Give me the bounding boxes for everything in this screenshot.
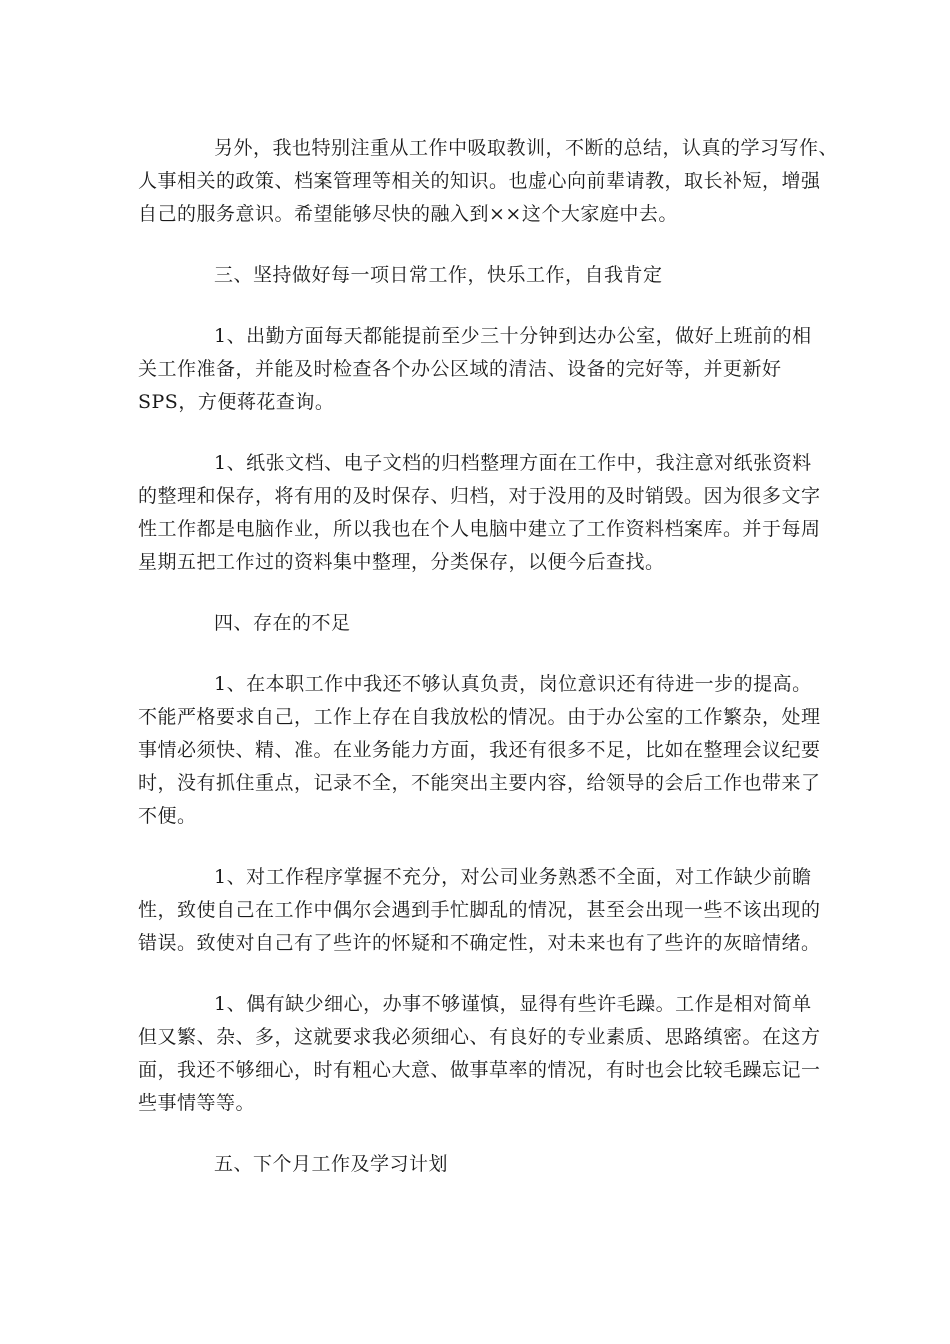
paragraph-archiving <box>138 447 821 579</box>
text-line: 错误。致使对自己有了些许的怀疑和不确定性，对未来也有了些许的灰暗情绪。 <box>138 932 821 954</box>
section-heading-3 <box>138 259 810 292</box>
text-line: 但又繁、杂、多，这就要求我必须细心、有良好的专业素质、思路缜密。在这方 <box>138 1026 821 1048</box>
text-line: 关工作准备，并能及时检查各个办公区域的清洁、设备的完好等，并更新好 <box>138 358 782 380</box>
section-heading-4 <box>138 607 810 640</box>
heading-text: 五、下个月工作及学习计划 <box>214 1153 449 1175</box>
heading-text: 四、存在的不足 <box>214 612 351 634</box>
paragraph-lessons-learned <box>138 132 839 231</box>
document-page <box>138 132 839 1209</box>
section-heading-5 <box>138 1148 810 1181</box>
text-line: 时，没有抓住重点，记录不全，不能突出主要内容，给领导的会后工作也带来了 <box>138 772 821 794</box>
text-line: 1、纸张文档、电子文档的归档整理方面在工作中，我注意对纸张资料 <box>214 452 812 474</box>
text-line: 1、对工作程序掌握不充分，对公司业务熟悉不全面，对工作缺少前瞻 <box>214 866 812 888</box>
text-line: 另外，我也特别注重从工作中吸取教训，不断的总结，认真的学习写作、 <box>214 137 839 159</box>
text-line: 人事相关的政策、档案管理等相关的知识。也虚心向前辈请教，取长补短，增强 <box>138 170 821 192</box>
text-line: 1、偶有缺少细心，办事不够谨慎，显得有些许毛躁。工作是相对简单 <box>214 993 812 1015</box>
text-line: SPS，方便蒋花查询。 <box>138 391 335 413</box>
text-line: 的整理和保存，将有用的及时保存、归档，对于没用的及时销毁。因为很多文字 <box>138 485 821 507</box>
text-line: 1、出勤方面每天都能提前至少三十分钟到达办公室，做好上班前的相 <box>214 325 812 347</box>
text-line: 1、在本职工作中我还不够认真负责，岗位意识还有待进一步的提高。 <box>214 673 812 695</box>
paragraph-attendance <box>138 320 810 419</box>
text-line: 不便。 <box>138 805 197 827</box>
paragraph-shortcoming-carefulness <box>138 988 821 1120</box>
text-line: 性工作都是电脑作业，所以我也在个人电脑中建立了工作资料档案库。并于每周 <box>138 518 821 540</box>
text-line: 事情必须快、精、准。在业务能力方面，我还有很多不足，比如在整理会议纪要 <box>138 739 821 761</box>
text-line: 面，我还不够细心，时有粗心大意、做事草率的情况，有时也会比较毛躁忘记一 <box>138 1059 821 1081</box>
text-line: 星期五把工作过的资料集中整理，分类保存，以便今后查找。 <box>138 551 665 573</box>
paragraph-shortcoming-procedures <box>138 861 821 960</box>
text-line: 些事情等等。 <box>138 1092 256 1114</box>
text-line: 不能严格要求自己，工作上存在自我放松的情况。由于办公室的工作繁杂，处理 <box>138 706 821 728</box>
text-line: 自己的服务意识。希望能够尽快的融入到××这个大家庭中去。 <box>138 203 678 225</box>
paragraph-shortcoming-responsibility <box>138 668 821 833</box>
text-line: 性，致使自己在工作中偶尔会遇到手忙脚乱的情况，甚至会出现一些不该出现的 <box>138 899 821 921</box>
heading-text: 三、坚持做好每一项日常工作，快乐工作，自我肯定 <box>214 264 663 286</box>
